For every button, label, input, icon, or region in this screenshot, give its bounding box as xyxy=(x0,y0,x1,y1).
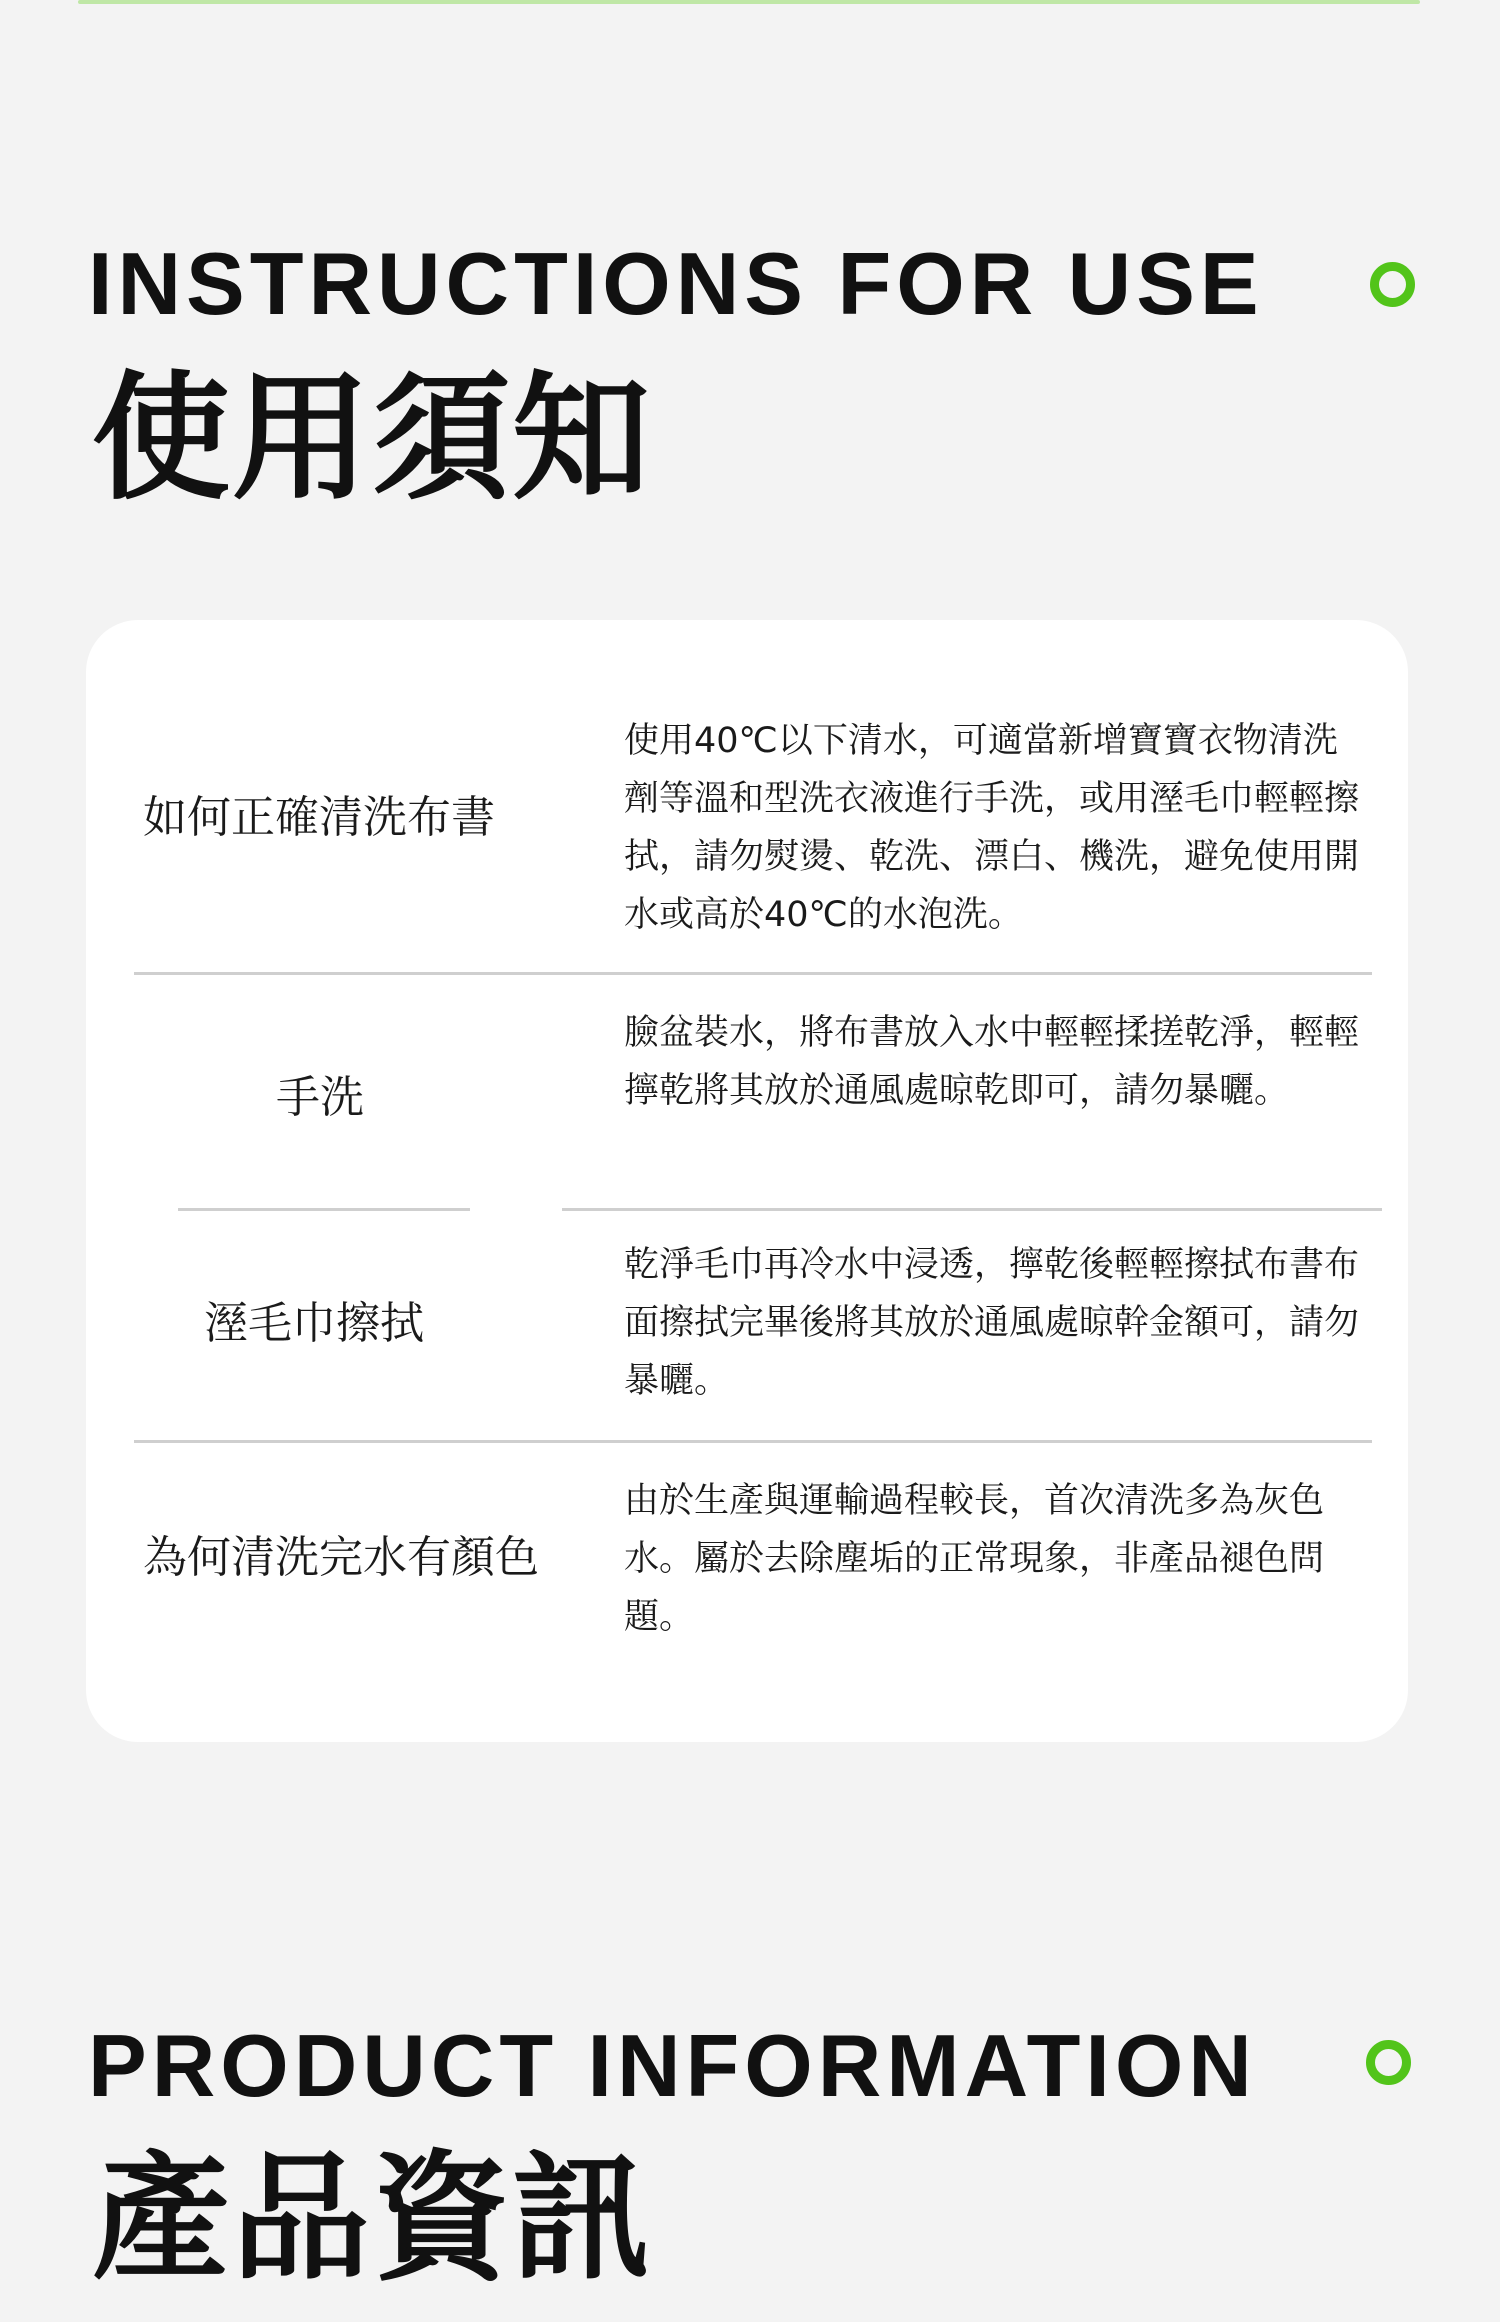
question-label: 如何正確清洗布書 xyxy=(143,792,495,843)
question-label: 為何清洗完水有顏色 xyxy=(143,1532,539,1583)
section-title-zh: 使用須知 xyxy=(92,358,653,519)
row-divider-left xyxy=(178,1208,470,1211)
ring-icon xyxy=(1370,262,1415,307)
answer-text: 使用40℃以下清水，可適當新增寶寶衣物清洗劑等溫和型洗衣液進行手洗，或用溼毛巾輕輕擦拭，請勿熨燙、乾洗、漂白、機洗，避免使用開水或高於40℃的水泡洗。 xyxy=(624,721,1360,935)
top-accent-line xyxy=(78,0,1420,4)
answer-text: 臉盆裝水，將布書放入水中輕輕揉搓乾淨，輕輕擰乾將其放於通風處晾乾即可，請勿暴曬。 xyxy=(624,1013,1360,1111)
question-label: 手洗 xyxy=(276,1072,364,1123)
row-divider xyxy=(134,972,1372,975)
section-title-en: INSTRUCTIONS FOR USE xyxy=(88,234,1264,333)
ring-icon xyxy=(1366,2040,1411,2085)
instructions-card xyxy=(86,620,1408,1742)
row-divider xyxy=(134,1440,1372,1443)
section-title-en: PRODUCT INFORMATION xyxy=(88,2016,1257,2115)
question-label: 溼毛巾擦拭 xyxy=(204,1298,424,1349)
row-divider-right xyxy=(562,1208,1382,1211)
answer-text: 乾淨毛巾再冷水中浸透，擰乾後輕輕擦拭布書布面擦拭完畢後將其放於通風處晾幹金額可，請勿暴曬。 xyxy=(624,1245,1360,1401)
answer-text: 由於生產與運輸過程較長，首次清洗多為灰色水。屬於去除塵垢的正常現象，非產品褪色問題。 xyxy=(624,1481,1325,1637)
section-title-zh: 產品資訊 xyxy=(92,2138,653,2299)
